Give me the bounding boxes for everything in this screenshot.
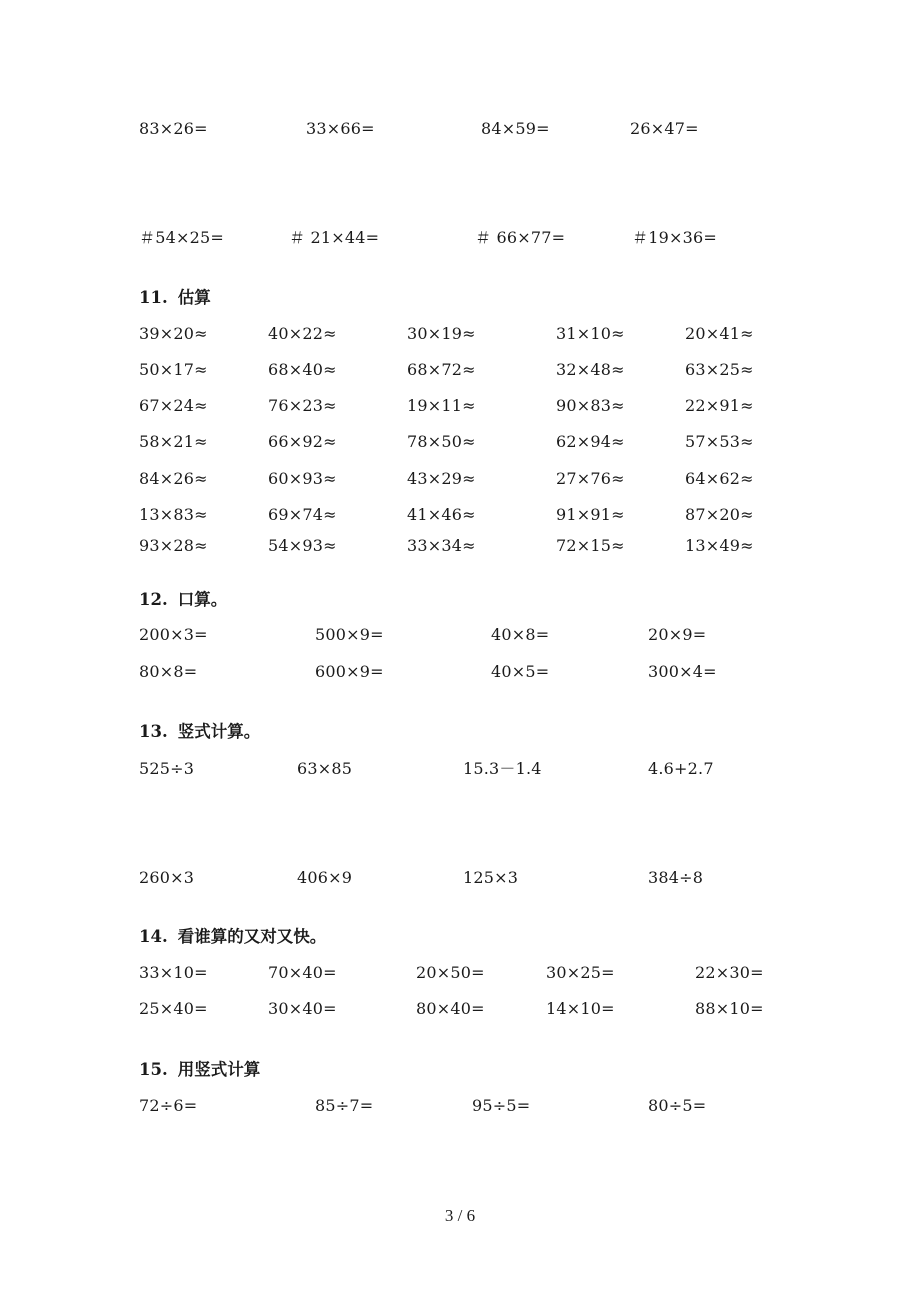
section-11-heading <box>139 286 211 310</box>
estimate-row-5 <box>0 467 920 491</box>
problem: 14×10= <box>546 999 615 1018</box>
problem: 4.6+2.7 <box>648 759 714 778</box>
estimate-row-2 <box>0 358 920 382</box>
problem: 62×94≈ <box>556 432 625 451</box>
vertical-calc-row-2 <box>0 866 920 890</box>
problem: 68×72≈ <box>407 360 476 379</box>
section-title: 口算。 <box>177 590 228 609</box>
problem: 58×21≈ <box>139 432 208 451</box>
problem: 32×48≈ <box>556 360 625 379</box>
estimate-row-6 <box>0 503 920 527</box>
problem: 22×91≈ <box>685 396 754 415</box>
problem: 384÷8 <box>648 868 704 887</box>
problem: ＃ 21×44= <box>289 228 380 247</box>
section-number: 13. <box>139 722 168 741</box>
top-problem-row-1 <box>0 117 920 141</box>
problem: 68×40≈ <box>268 360 337 379</box>
problem: 88×10= <box>695 999 764 1018</box>
problem: 525÷3 <box>139 759 195 778</box>
section-title: 竖式计算。 <box>177 722 261 741</box>
estimate-row-1 <box>0 322 920 346</box>
section-number: 11. <box>139 288 168 307</box>
problem: 25×40= <box>139 999 208 1018</box>
problem: 40×5= <box>491 662 550 681</box>
problem: 76×23≈ <box>268 396 337 415</box>
problem: 91×91≈ <box>556 505 625 524</box>
problem: 31×10≈ <box>556 324 625 343</box>
section-title: 看谁算的又对又快。 <box>177 927 327 946</box>
section-13-heading <box>139 720 260 744</box>
problem: ＃54×25= <box>139 228 224 247</box>
problem: 40×22≈ <box>268 324 337 343</box>
problem: 33×66= <box>306 119 375 138</box>
section-14-heading <box>139 925 326 949</box>
problem: 500×9= <box>315 625 384 644</box>
problem: 60×93≈ <box>268 469 337 488</box>
problem: 90×83≈ <box>556 396 625 415</box>
page-number: 3 / 6 <box>444 1206 476 1225</box>
problem: 39×20≈ <box>139 324 208 343</box>
problem: 27×76≈ <box>556 469 625 488</box>
estimate-row-3 <box>0 394 920 418</box>
problem: 13×83≈ <box>139 505 208 524</box>
problem: 260×3 <box>139 868 195 887</box>
problem: 30×40= <box>268 999 337 1018</box>
problem: 64×62≈ <box>685 469 754 488</box>
problem: 300×4= <box>648 662 717 681</box>
problem: 85÷7= <box>315 1096 374 1115</box>
problem: 87×20≈ <box>685 505 754 524</box>
problem: 125×3 <box>463 868 519 887</box>
problem: 26×47= <box>630 119 699 138</box>
problem: 22×30= <box>695 963 764 982</box>
division-row-1 <box>0 1094 920 1118</box>
problem: 13×49≈ <box>685 536 754 555</box>
problem: 20×41≈ <box>685 324 754 343</box>
problem: 84×59= <box>481 119 550 138</box>
problem: 63×25≈ <box>685 360 754 379</box>
problem: 83×26= <box>139 119 208 138</box>
problem: 63×85 <box>297 759 353 778</box>
section-number: 12. <box>139 590 168 609</box>
problem: 69×74≈ <box>268 505 337 524</box>
vertical-calc-row-1 <box>0 757 920 781</box>
problem: 30×19≈ <box>407 324 476 343</box>
problem: 95÷5= <box>472 1096 531 1115</box>
problem: 40×8= <box>491 625 550 644</box>
section-number: 15. <box>139 1060 168 1079</box>
problem: 43×29≈ <box>407 469 476 488</box>
problem: 600×9= <box>315 662 384 681</box>
mental-row-1 <box>0 623 920 647</box>
section-title: 用竖式计算 <box>177 1060 261 1079</box>
estimate-row-7 <box>0 534 920 558</box>
problem: 80÷5= <box>648 1096 707 1115</box>
problem: 78×50≈ <box>407 432 476 451</box>
problem: 20×50= <box>416 963 485 982</box>
problem: 33×10= <box>139 963 208 982</box>
section-15-heading <box>139 1058 260 1082</box>
problem: 80×8= <box>139 662 198 681</box>
speed-calc-row-1 <box>0 961 920 985</box>
problem: 33×34≈ <box>407 536 476 555</box>
section-12-heading <box>139 588 227 612</box>
problem: 50×17≈ <box>139 360 208 379</box>
problem: 84×26≈ <box>139 469 208 488</box>
problem: 20×9= <box>648 625 707 644</box>
problem: 19×11≈ <box>407 396 476 415</box>
problem: 66×92≈ <box>268 432 337 451</box>
top-problem-row-2 <box>0 226 920 250</box>
problem: 200×3= <box>139 625 208 644</box>
mental-row-2 <box>0 660 920 684</box>
problem: 15.3－1.4 <box>463 759 542 778</box>
problem: ＃19×36= <box>632 228 717 247</box>
problem: 93×28≈ <box>139 536 208 555</box>
problem: 72÷6= <box>139 1096 198 1115</box>
problem: 41×46≈ <box>407 505 476 524</box>
problem: 80×40= <box>416 999 485 1018</box>
problem: 70×40= <box>268 963 337 982</box>
problem: ＃ 66×77= <box>475 228 566 247</box>
speed-calc-row-2 <box>0 997 920 1021</box>
section-title: 估算 <box>177 288 211 307</box>
problem: 72×15≈ <box>556 536 625 555</box>
problem: 54×93≈ <box>268 536 337 555</box>
section-number: 14. <box>139 927 168 946</box>
problem: 30×25= <box>546 963 615 982</box>
problem: 406×9 <box>297 868 353 887</box>
problem: 57×53≈ <box>685 432 754 451</box>
problem: 67×24≈ <box>139 396 208 415</box>
estimate-row-4 <box>0 430 920 454</box>
